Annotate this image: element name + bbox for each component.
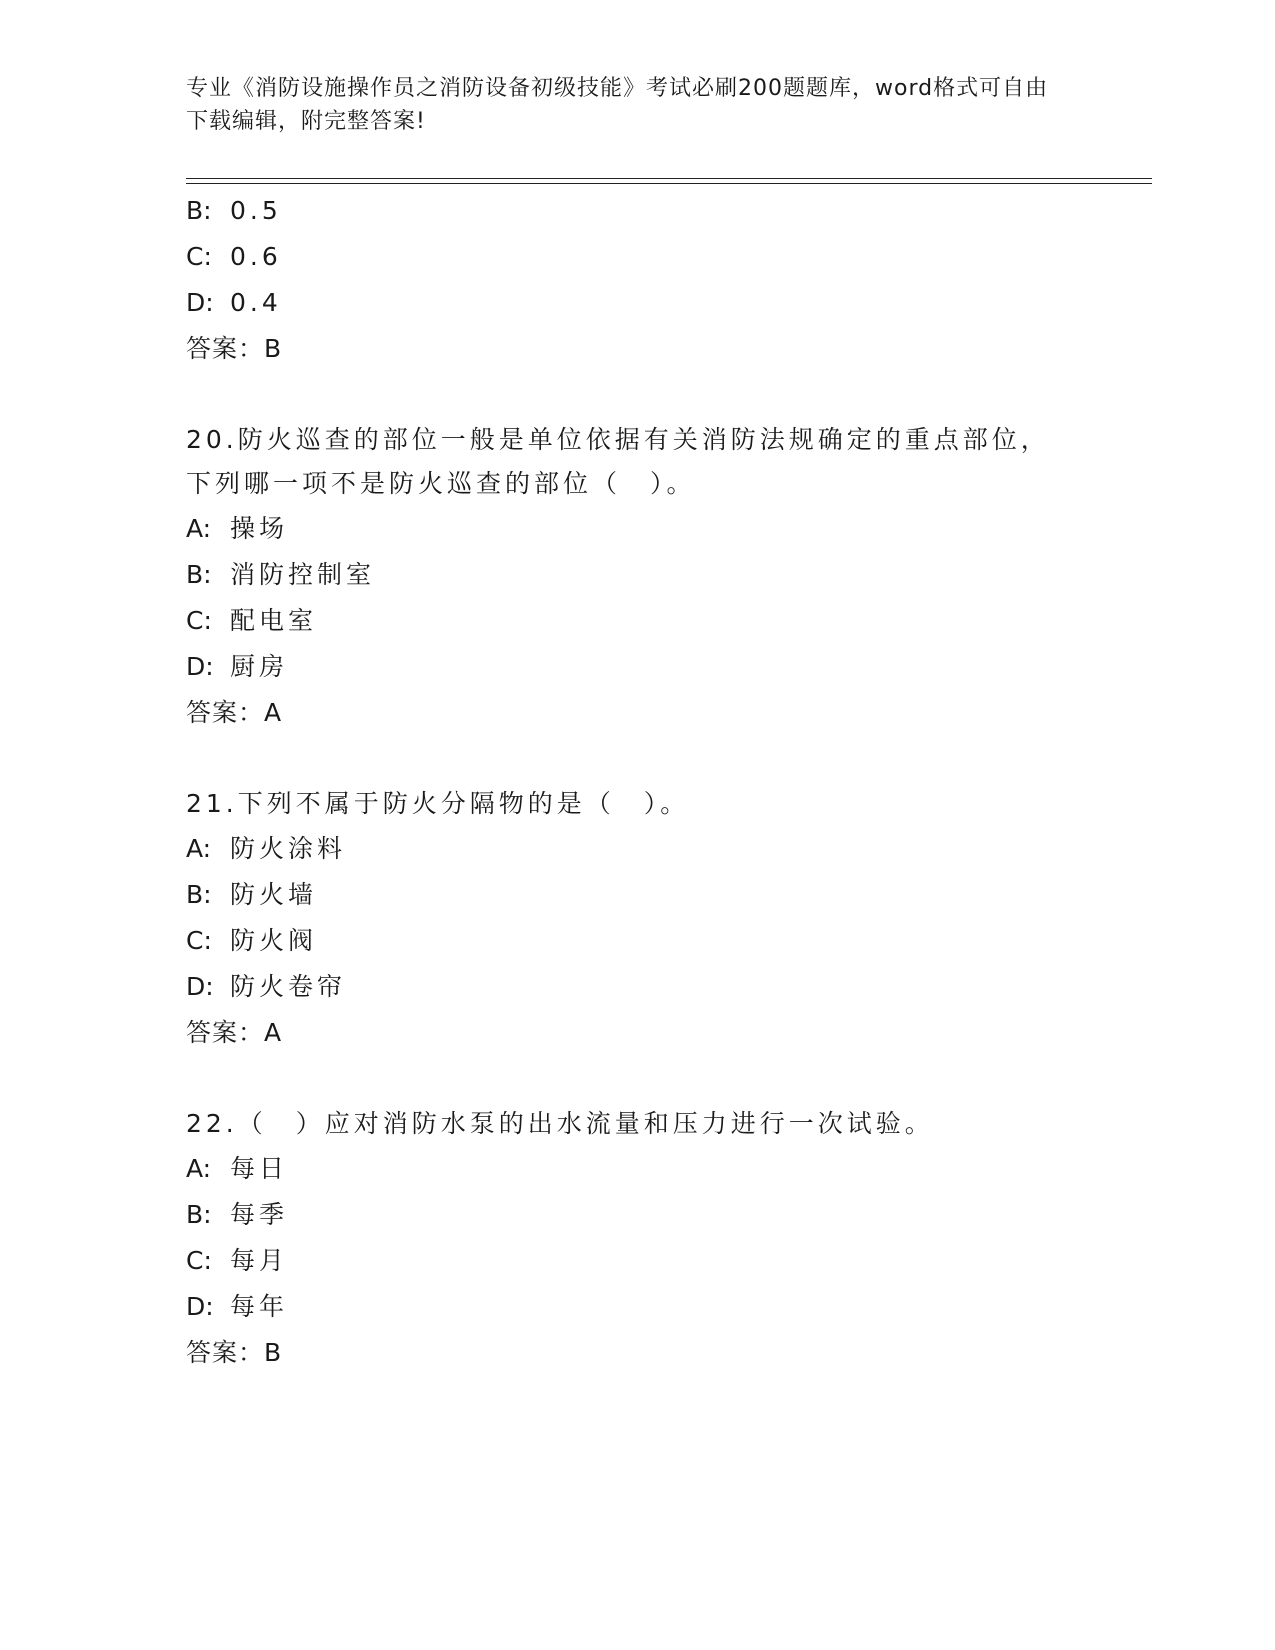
option-c xyxy=(186,1238,1086,1284)
option-key: B: xyxy=(186,196,212,225)
option-key: B: xyxy=(186,560,212,589)
option-text: 防火阀 xyxy=(230,926,318,955)
question-22 xyxy=(186,1102,1086,1376)
option-text: 0.6 xyxy=(230,242,282,271)
option-d xyxy=(186,1284,1086,1330)
option-d xyxy=(186,280,1086,326)
option-d xyxy=(186,644,1086,690)
option-key: C: xyxy=(186,242,212,271)
option-c xyxy=(186,598,1086,644)
option-text: 每年 xyxy=(230,1292,289,1321)
header-divider-bottom xyxy=(186,183,1152,184)
option-text: 0.4 xyxy=(230,288,282,317)
option-a xyxy=(186,1146,1086,1192)
question-20 xyxy=(186,418,1086,736)
option-key: D: xyxy=(186,288,214,317)
answer-line: 答案：B xyxy=(186,334,283,363)
option-c xyxy=(186,234,1086,280)
option-b xyxy=(186,188,1086,234)
question-stem: 21.下列不属于防火分隔物的是（ ）。 xyxy=(186,789,690,818)
question-19-continued xyxy=(186,188,1086,372)
option-d xyxy=(186,964,1086,1010)
option-key: D: xyxy=(186,1292,214,1321)
option-text: 操场 xyxy=(230,514,289,543)
option-text: 0.5 xyxy=(230,196,282,225)
header-divider-top xyxy=(186,178,1152,179)
option-key: C: xyxy=(186,926,212,955)
option-text: 防火涂料 xyxy=(230,834,347,863)
option-text: 防火墙 xyxy=(230,880,318,909)
option-c xyxy=(186,918,1086,964)
option-key: A: xyxy=(186,1154,212,1183)
option-key: B: xyxy=(186,1200,212,1229)
option-key: D: xyxy=(186,972,214,1001)
option-b xyxy=(186,552,1086,598)
question-list xyxy=(186,188,1086,1376)
option-text: 配电室 xyxy=(230,606,318,635)
option-a xyxy=(186,826,1086,872)
option-text: 每日 xyxy=(230,1154,289,1183)
option-key: C: xyxy=(186,1246,212,1275)
option-key: D: xyxy=(186,652,214,681)
option-b xyxy=(186,872,1086,918)
option-key: A: xyxy=(186,514,212,543)
answer-line: 答案：A xyxy=(186,698,283,727)
option-text: 消防控制室 xyxy=(230,560,376,589)
question-stem: 22.（ ）应对消防水泵的出水流量和压力进行一次试验。 xyxy=(186,1109,934,1138)
option-key: C: xyxy=(186,606,212,635)
option-key: A: xyxy=(186,834,212,863)
option-b xyxy=(186,1192,1086,1238)
option-a xyxy=(186,506,1086,552)
answer-line: 答案：A xyxy=(186,1018,283,1047)
answer-line: 答案：B xyxy=(186,1338,283,1367)
option-text: 厨房 xyxy=(230,652,289,681)
option-key: B: xyxy=(186,880,212,909)
option-text: 每月 xyxy=(230,1246,289,1275)
option-text: 防火卷帘 xyxy=(230,972,347,1001)
question-21 xyxy=(186,782,1086,1056)
document-header: 专业《消防设施操作员之消防设备初级技能》考试必刷200题题库，word格式可自由下载编辑，附完整答案! xyxy=(186,76,1049,134)
question-stem: 20.防火巡查的部位一般是单位依据有关消防法规确定的重点部位，下列哪一项不是防火巡查的部位（ ）。 xyxy=(186,425,1050,498)
option-text: 每季 xyxy=(230,1200,289,1229)
